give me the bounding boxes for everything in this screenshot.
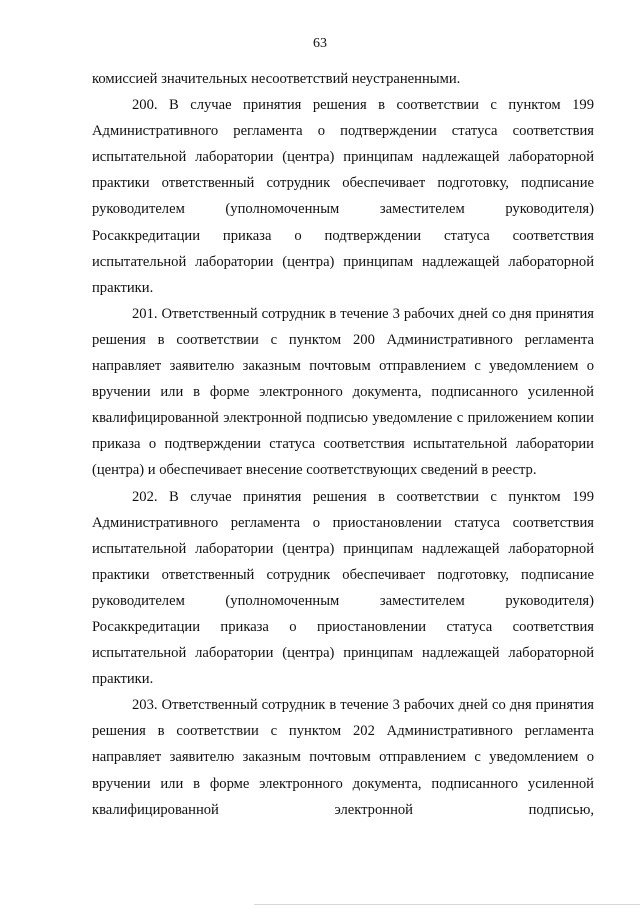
paragraph-continuation: комиссией значительных несоответствий неустраненными. bbox=[92, 71, 461, 87]
paragraph-203: 203. Ответственный сотрудник в течение 3 рабочих дней со дня принятия решения в соответствии с пунктом 202 Административного регламента направляет заявителю заказным почтовым отправлением с уведомлением о вручении или в форме электронного документа, подписанного усиленной квалифицированной электронной подписью, bbox=[92, 697, 594, 818]
paragraph-201: 201. Ответственный сотрудник в течение 3 рабочих дней со дня принятия решения в соответствии с пунктом 200 Административного регламента направляет заявителю заказным почтовым отправлением с уведомлением о вручении или в форме электронного документа, подписанного усиленной квалифицированной электронной подписью уведомление с приложением копии приказа о подтверждении статуса соответствия испытательной лаборатории (центра) и обеспечивает внесение соответствующих сведений в реестр. bbox=[92, 305, 594, 479]
paragraph-200: 200. В случае принятия решения в соответствии с пунктом 199 Административного регламента о подтверждении статуса соответствия испытательной лаборатории (центра) принципам надлежащей лабораторной практики ответственный сотрудник обеспечивает подготовку, подписание руководителем (уполномоченным заместителем руководителя) Росаккредитации приказа о подтверждении статуса соответствия испытательной лаборатории (центра) принципам надлежащей лабораторной практики. bbox=[92, 97, 594, 296]
paragraph-202: 202. В случае принятия решения в соответствии с пунктом 199 Административного регламента о приостановлении статуса соответствия испытательной лаборатории (центра) принципам надлежащей лабораторной практики ответственный сотрудник обеспечивает подготовку, подписание руководителем (уполномоченным заместителем руководителя) Росаккредитации приказа о приостановлении статуса соответствия испытательной лаборатории (центра) принципам надлежащей лабораторной практики. bbox=[92, 488, 594, 688]
page-number: 63 bbox=[313, 36, 327, 51]
document-body bbox=[92, 66, 594, 823]
